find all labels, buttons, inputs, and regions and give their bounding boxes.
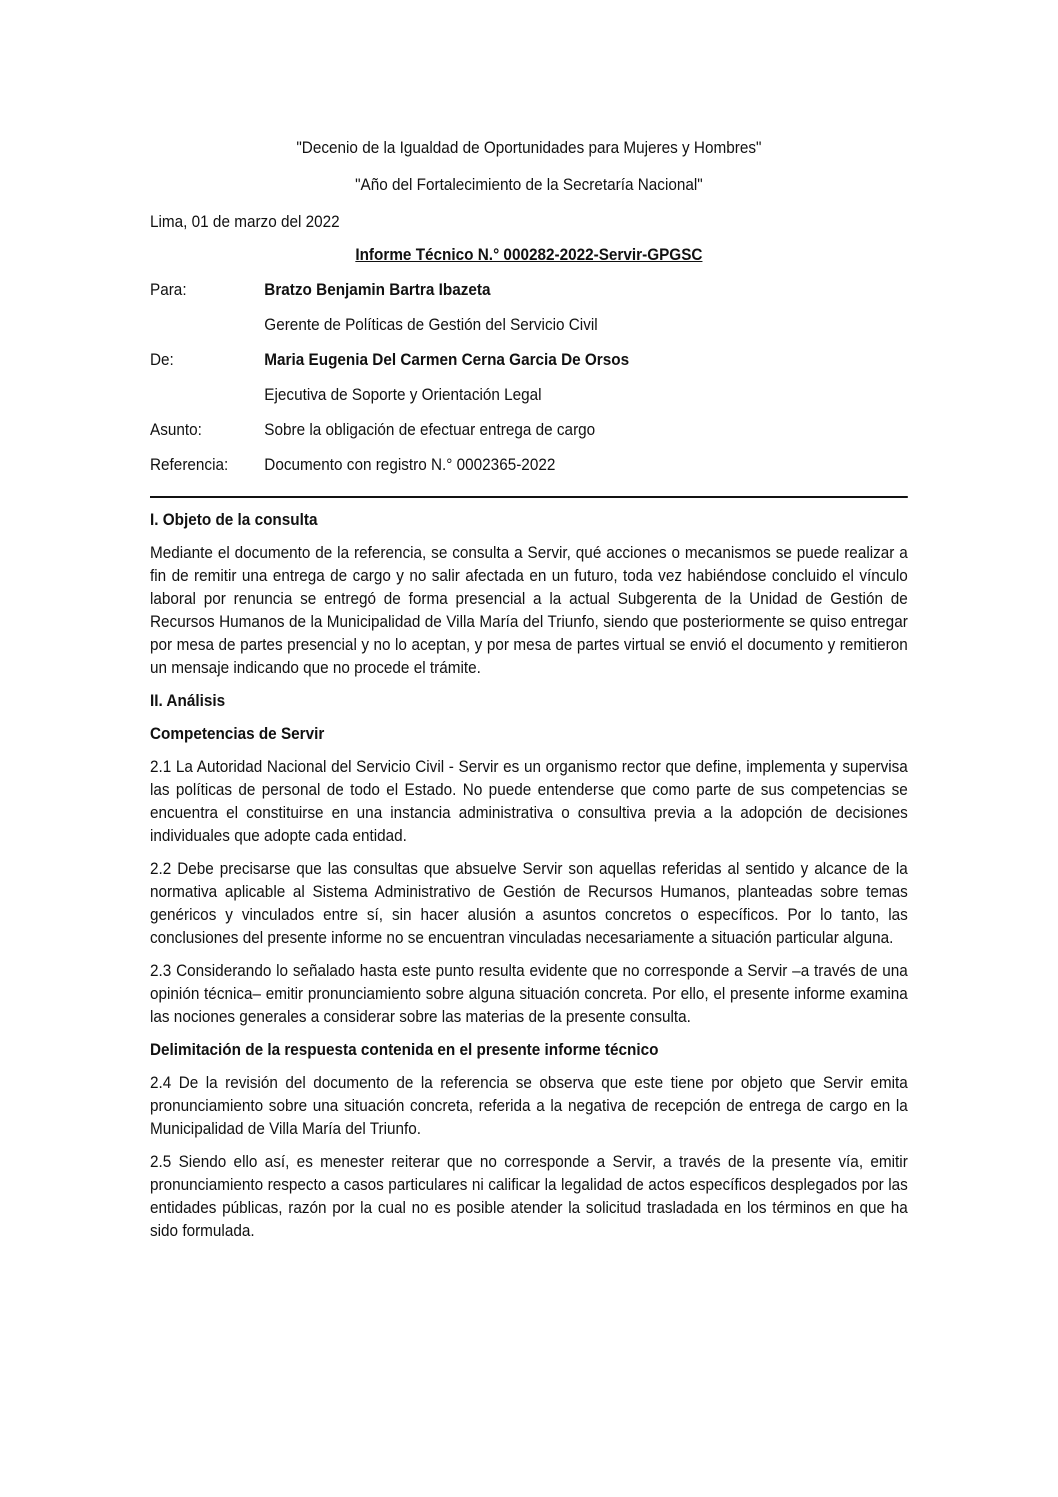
memo-row-from-role — [150, 383, 908, 418]
memo-header — [150, 278, 908, 488]
memo-row-reference — [150, 453, 908, 488]
report-title: Informe Técnico N.° 000282-2022-Servir-GPGSC — [355, 245, 703, 264]
memo-row-to — [150, 278, 908, 313]
section-objeto-heading: I. Objeto de la consulta — [150, 510, 318, 529]
to-name: Bratzo Benjamin Bartra Ibazeta — [264, 280, 491, 299]
to-role: Gerente de Políticas de Gestión del Servicio Civil — [264, 315, 598, 334]
subject-label: Asunto: — [150, 420, 202, 439]
subsection-competencias-heading: Competencias de Servir — [150, 724, 325, 743]
subject-value: Sobre la obligación de efectuar entrega de cargo — [264, 420, 596, 439]
paragraph-2-5: 2.5 Siendo ello así, es menester reiterar que no corresponde a Servir, a través de la presente vía, emitir pronunciamiento respecto a casos particulares ni calificar la legalidad de actos específicos desplegados por las entidades públicas, razón por la cual no es posible atender la solicitud trasladada en los términos en que ha sido formulada. — [150, 1152, 908, 1240]
reference-value: Documento con registro N.° 0002365-2022 — [264, 455, 556, 474]
from-name: Maria Eugenia Del Carmen Cerna Garcia De Orsos — [264, 350, 630, 369]
document-page — [150, 136, 908, 1252]
memo-row-from — [150, 348, 908, 383]
to-label: Para: — [150, 280, 187, 299]
objeto-paragraph: Mediante el documento de la referencia, se consulta a Servir, qué acciones o mecanismos se puede realizar a fin de remitir una entrega de cargo y no salir afectada en un futuro, toda vez habiéndose concluido el vínculo laboral por renuncia se entregó de forma presencial a la actual Subgerenta de la Unidad de Gestión de Recursos Humanos de la Municipalidad de Villa María del Triunfo, siendo que posteriormente se quiso entregar por mesa de partes presencial y no lo aceptan, y por mesa de partes virtual se envió el documento y remitieron un mensaje indicando que no procede el trámite. — [150, 543, 908, 677]
paragraph-2-3: 2.3 Considerando lo señalado hasta este punto resulta evidente que no corresponde a Servir –a través de una opinión técnica– emitir pronunciamiento sobre alguna situación concreta. Por ello, el presente informe examina las nociones generales a considerar sobre las materias de la presente consulta. — [150, 961, 908, 1026]
paragraph-2-1: 2.1 La Autoridad Nacional del Servicio Civil - Servir es un organismo rector que define, implementa y supervisa las políticas de personal de todo el Estado. No puede entenderse que como parte de sus competencias se encuentra el constituirse en una instancia administrativa o consultiva previa a la adopción de decisiones individuales que adopte cada entidad. — [150, 757, 908, 845]
decade-motto: "Decenio de la Igualdad de Oportunidades para Mujeres y Hombres" — [296, 138, 762, 157]
reference-label: Referencia: — [150, 455, 229, 474]
memo-row-to-role — [150, 313, 908, 348]
paragraph-2-2: 2.2 Debe precisarse que las consultas que absuelve Servir son aquellas referidas al sentido y alcance de la normativa aplicable al Sistema Administrativo de Gestión de Recursos Humanos, planteadas sobre temas genéricos y vinculados entre sí, sin hacer alusión a asuntos concretos o específicos. Por lo tanto, las conclusiones del presente informe no se encuentran vinculadas necesariamente a situación particular alguna. — [150, 859, 908, 947]
from-label: De: — [150, 350, 174, 369]
paragraph-2-4: 2.4 De la revisión del documento de la referencia se observa que este tiene por objeto que Servir emita pronunciamiento sobre una situación concreta, referida a la negativa de recepción de entrega de cargo en la Municipalidad de Villa María del Triunfo. — [150, 1073, 908, 1138]
header-divider — [150, 496, 908, 498]
year-motto: "Año del Fortalecimiento de la Secretaría Nacional" — [355, 175, 703, 194]
memo-row-subject — [150, 418, 908, 453]
document-date: Lima, 01 de marzo del 2022 — [150, 212, 340, 231]
subsection-delimitacion-heading: Delimitación de la respuesta contenida en el presente informe técnico — [150, 1040, 659, 1059]
section-analisis-heading: II. Análisis — [150, 691, 226, 710]
from-role: Ejecutiva de Soporte y Orientación Legal — [264, 385, 542, 404]
